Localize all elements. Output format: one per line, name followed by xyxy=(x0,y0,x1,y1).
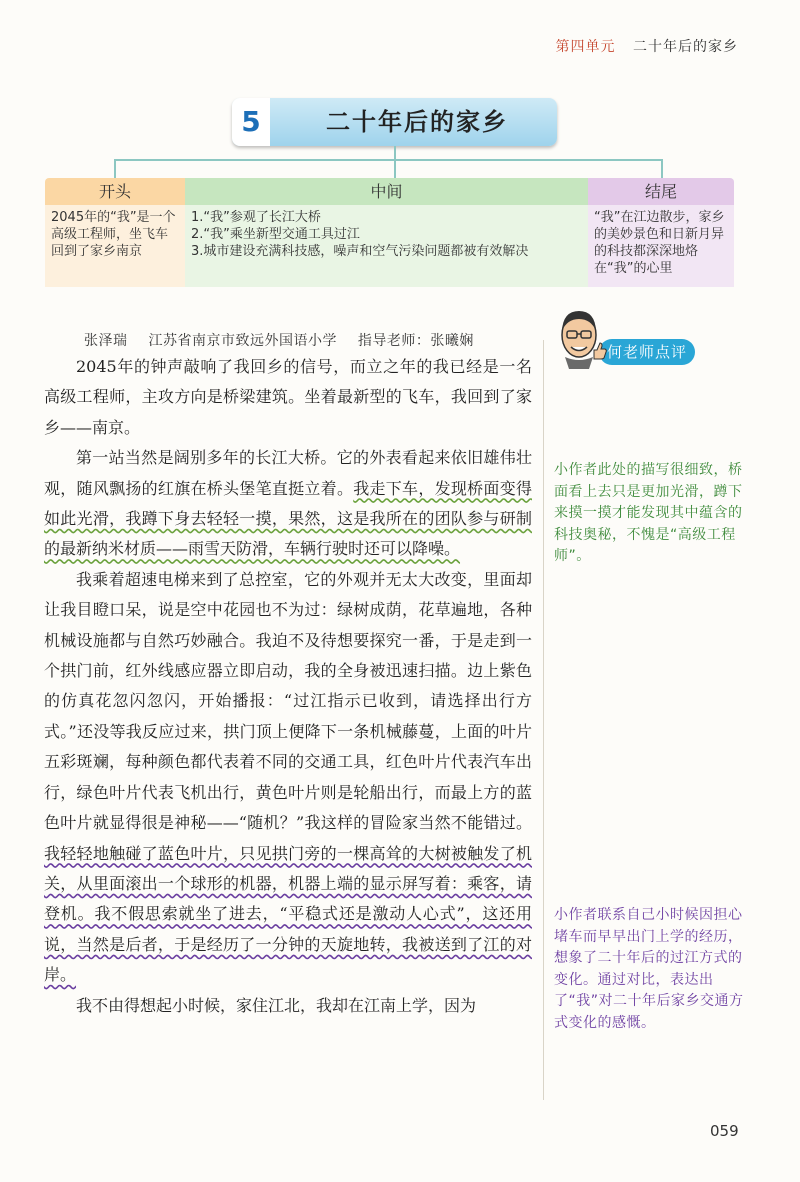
outline-middle-list xyxy=(185,205,588,287)
essay-text: 我乘着超速电梯来到了总控室，它的外观并无太大改变，里面却让我目瞪口呆，说是空中花园也不为过：绿树成荫，花草遍地，各种机械设施都与自然巧妙融合。我迫不及待想要探究一番，于是走到一个拱门前，红外线感应器立即启动，我的全身被迅速扫描。边上紫色的仿真花忽闪忽闪，开始播报：“过江指示已收到，请选择出行方式。”还没等我反应过来，拱门顶上便降下一条机械藤蔓，上面的叶片五彩斑斓，每种颜色都代表着不同的交通工具，红色叶片代表汽车出行，绿色叶片代表飞机出行，黄色叶片则是轮船出行，而最上方的蓝色叶片就显得很是神秘——“随机？”我这样的冒险家当然不能错过。 xyxy=(44,569,532,833)
author-school: 江苏省南京市致远外国语小学 xyxy=(148,333,337,349)
essay-paragraph: 我不由得想起小时候，家住江北，我却在江南上学，因为 xyxy=(76,995,477,1015)
highlighted-text-purple: 我轻轻地触碰了蓝色叶片，只见拱门旁的一棵高耸的大树被触发了机关，从里面滚出一个球形的机器，机器上端的显示屏写着：乘客，请登机。我不假思索就坐了进去，“平稳式还是激动人心式”，这还用说，当然是后者，于是经历了一分钟的天旋地转，我被送到了江的对岸。 xyxy=(44,843,532,985)
teacher-comment-2: 小作者联系自己小时候因担心堵车而早早出门上学的经历，想象了二十年后的过江方式的变化。通过对比，表达出了“我”对二十年后家乡交通方式变化的感慨。 xyxy=(554,907,744,1031)
essay-paragraph xyxy=(44,565,532,991)
essay-body xyxy=(44,352,532,1021)
teacher-comment-1: 小作者此处的描写很细致，桥面看上去只是更加光滑，蹲下来摸一摸才能发现其中蕴含的科技奥秘，不愧是“高级工程师”。 xyxy=(554,462,743,564)
outline-middle-item: 2.“我”乘坐新型交通工具过江 xyxy=(191,227,360,242)
thumbs-up-icon xyxy=(591,341,607,361)
author-name: 张泽瑞 xyxy=(84,333,128,349)
unit-label: 第四单元 xyxy=(555,39,616,55)
outline-connector xyxy=(0,0,800,200)
author-line xyxy=(84,330,490,350)
sidebar-divider xyxy=(543,340,544,1100)
essay-paragraph: 2045年的钟声敲响了我回乡的信号，而立之年的我已经是一名高级工程师，主攻方向是桥梁建筑。坐着最新型的飞车，我回到了家乡——南京。 xyxy=(44,357,532,437)
highlighted-text-green: 我走下车，发现桥面变得如此光滑，我蹲下身去轻轻一摸，果然，这是我所在的团队参与研制的最新纳米材质——雨雪天防滑，车辆行驶时还可以降噪。 xyxy=(44,478,532,559)
outline-end-text: “我”在江边散步，家乡的美妙景色和日新月异的科技都深深地烙在“我”的心里 xyxy=(588,205,734,287)
outline-middle-item: 3.城市建设充满科技感，噪声和空气污染问题都被有效解决 xyxy=(191,244,529,259)
lesson-title: 二十年后的家乡 xyxy=(326,108,508,136)
page-number: 059 xyxy=(710,1122,739,1140)
teacher-comment-badge: 何老师点评 xyxy=(599,339,695,365)
header-title: 二十年后的家乡 xyxy=(633,39,738,55)
teacher-name: 指导老师：张曦娴 xyxy=(357,333,474,349)
essay-paragraph xyxy=(44,443,532,565)
outline-head-text: 2045年的“我”是一个高级工程师，坐飞车回到了家乡南京 xyxy=(45,205,185,287)
outline-end-label: 结尾 xyxy=(588,178,734,205)
outline-head-label: 开头 xyxy=(45,178,185,205)
essay-text: 第一站当然是阔别多年的长江大桥。它的外表看起来依旧雄伟壮观，随风飘扬的红旗在桥头堡笔直挺立着。 xyxy=(44,448,532,498)
lesson-number: 5 xyxy=(232,98,270,146)
outline-middle-label: 中间 xyxy=(185,178,588,205)
outline-middle-item: 1.“我”参观了长江大桥 xyxy=(191,210,321,225)
